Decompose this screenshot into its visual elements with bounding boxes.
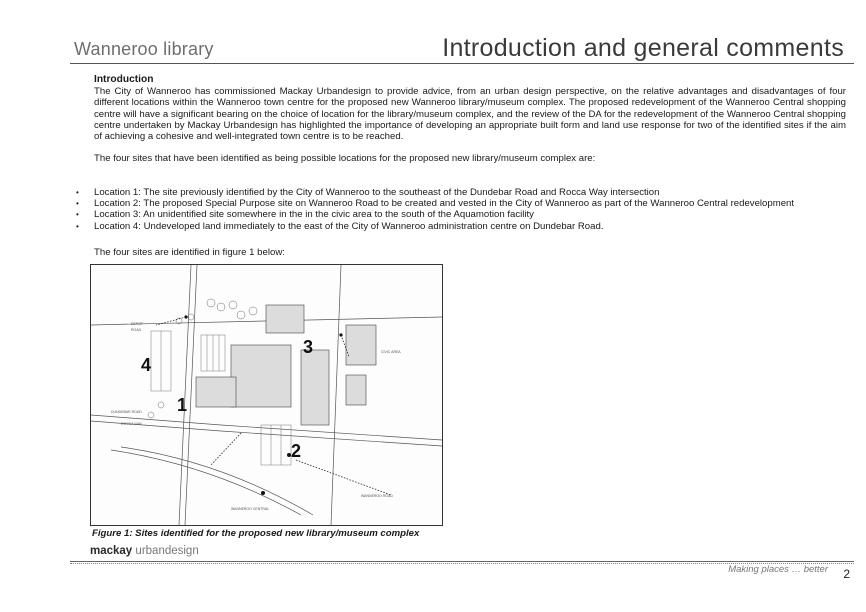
svg-text:WANNEROO CENTRAL: WANNEROO CENTRAL bbox=[231, 507, 270, 511]
svg-text:CIVIC AREA: CIVIC AREA bbox=[381, 350, 401, 354]
section-title: Introduction and general comments bbox=[442, 34, 844, 62]
svg-text:WANNEROO ROAD: WANNEROO ROAD bbox=[361, 494, 393, 498]
figure-caption: Figure 1: Sites identified for the proposed new library/museum complex bbox=[92, 528, 420, 539]
footer-divider bbox=[70, 561, 854, 562]
site-label-2: 2 bbox=[291, 441, 302, 461]
site-label-1: 1 bbox=[177, 395, 188, 415]
footer-tagline: Making places … better bbox=[728, 564, 828, 575]
site-label-3: 3 bbox=[303, 337, 314, 357]
list-item: • Location 3: An unidentified site somewhere in the in the civic area to the south of the Aquamotion facility bbox=[76, 209, 846, 220]
svg-text:ROCCA WAY: ROCCA WAY bbox=[121, 422, 143, 426]
intro-heading: Introduction bbox=[94, 74, 154, 85]
document-title: Wanneroo library bbox=[74, 39, 214, 59]
svg-text:DEPOT: DEPOT bbox=[131, 322, 144, 326]
brand-name-light: urbandesign bbox=[135, 545, 199, 557]
list-item: • Location 1: The site previously identified by the City of Wanneroo to the southeast of the Dundebar Road and Rocca Way intersection bbox=[76, 187, 846, 198]
site-label-4: 4 bbox=[141, 355, 152, 375]
figure-lead-text: The four sites are identified in figure 1 below: bbox=[94, 247, 285, 258]
site-map bbox=[91, 265, 442, 525]
svg-text:ROAD: ROAD bbox=[131, 328, 142, 332]
svg-text:DUNDEBAR ROAD: DUNDEBAR ROAD bbox=[111, 410, 142, 414]
brand-name-bold: mackay bbox=[90, 545, 133, 557]
header-divider bbox=[70, 63, 854, 64]
sites-lead-paragraph: The four sites that have been identified as being possible locations for the proposed new library/museum complex are: bbox=[94, 153, 596, 165]
intro-section bbox=[94, 74, 846, 175]
page-number: 2 bbox=[843, 567, 850, 581]
site-map-figure bbox=[90, 264, 443, 526]
list-item: • Location 2: The proposed Special Purpose site on Wanneroo Road to be created and vested in the City of Wanneroo as part of the Wanneroo Central redevelopment bbox=[76, 198, 846, 209]
intro-paragraph: The City of Wanneroo has commissioned Mackay Urbandesign to provide advice, from an urban design perspective, on the relative advantages and disadvantages of four different locations within the Wanneroo town centre for the proposed new Wanneroo library/museum complex. The proposed redevelopment of the Wanneroo Central shopping centre will have a significant bearing on the choice of location for the library/museum complex, and the review of the DA for the redevelopment of the Wanneroo Central shopping centre undertaken by Mackay Urbandesign has highlighted the importance of developing an appropriate built form and land use response for two of the identified sites if the aim of achieving a cohesive and well-integrated town centre is to be reached. bbox=[94, 86, 846, 143]
locations-list bbox=[76, 187, 846, 232]
brand-logo bbox=[90, 545, 199, 557]
list-item: • Location 4: Undeveloped land immediately to the east of the City of Wanneroo administration centre on Dundebar Road. bbox=[76, 221, 846, 232]
